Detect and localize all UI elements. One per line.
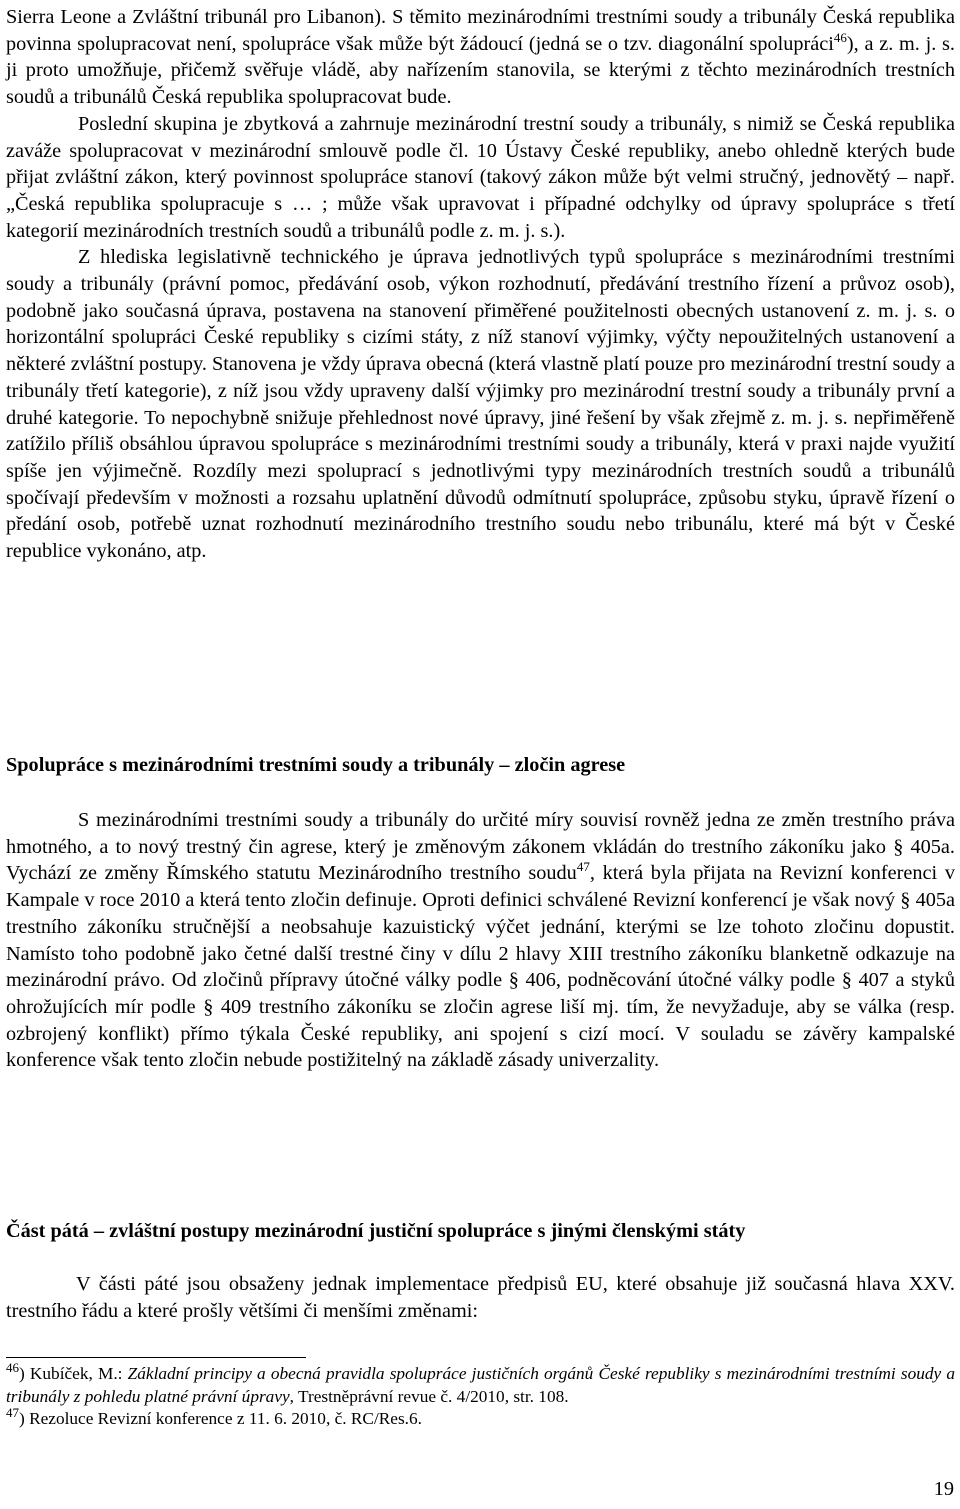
footnote-47-number: 47 (6, 1405, 19, 1421)
footnote-46-author: ) Kubíček, M.: (19, 1364, 128, 1383)
paragraph-1-text-a: Sierra Leone a Zvláštní tribunál pro Libanon). S těmito mezinárodními trestními soudy a tribunály Česká republika povinna spolupracovat není, spolupráce však může být žádoucí (jedná se o tzv. diagonální spolupráci (6, 6, 955, 55)
paragraph-1-text-b: ), a z. m. j. s. ji proto umožňuje, přičemž svěřuje vládě, aby nařízením stanovila, se kterými z těchto mezinárodních trestních soudů a tribunálů Česká republika spolupracovat bude. (6, 32, 955, 109)
paragraph-aggression-text-b: , která byla přijata na Revizní konferenci v Kampale v roce 2010 a která tento zločin definuje. Oproti definici schválené Revizní konferencí je však nový § 405a trestního zákoníku stručnější a neobsahuje kazuistický výčet jednání, kterými se lze tohoto zločinu dopustit. Namísto toho podobně jako četné další trestné činy v dílu 2 hlavy XIII trestního zákoníku blanketně odkazuje na mezinárodní právo. Od zločinů přípravy útočné války podle § 406, podněcování útočné války podle § 407 a styků ohrožujících mír podle § 409 trestního zákoníku se zločin agrese liší mj. tím, že nevyžaduje, aby se válka (resp. ozbrojený konflikt) přímo týkala České republiky, ani spojení s cizí mocí. V souladu se závěry kampalské konference však tento zločin nebude postižitelný na základě zásady univerzality. (6, 862, 955, 1072)
footnote-47-text: ) Rezoluce Revizní konference z 11. 6. 2010, č. RC/Res.6. (19, 1409, 422, 1428)
page-number: 19 (933, 1478, 954, 1500)
body-text-top (6, 4, 955, 565)
paragraph-2: Poslední skupina je zbytková a zahrnuje mezinárodní trestní soudy a tribunály, s nimiž se Česká republika zaváže spolupracovat v mezinárodní smlouvě podle čl. 10 Ústavy České republiky, anebo ohledně kterých bude přijat zvláštní zákon, který povinnost spolupráce stanoví (takový zákon může být velmi stručný, jednovětý – např. „Česká republika spolupracuje s … ; může však upravovat i případné odchylky od úpravy spolupráce s třetí kategorií mezinárodních trestních soudů a tribunálů podle z. m. j. s.). (6, 112, 955, 242)
footnotes (6, 1360, 955, 1431)
paragraph-1 (6, 4, 955, 111)
footnote-46-number: 46 (6, 1360, 19, 1376)
body-text-part5 (6, 1271, 955, 1324)
footnote-46-source: , Trestněprávní revue č. 4/2010, str. 108. (289, 1386, 569, 1406)
paragraph-aggression-text-a: S mezinárodními trestními soudy a tribunály do určité míry souvisí rovněž jedna ze změn trestního práva hmotného, a to nový trestný čin agrese, který je změnovým zákonem vkládán do trestního zákoníku jako § 405a. Vychází ze změny Římského statutu Mezinárodního trestního soudu (6, 809, 955, 885)
footnote-ref-46[interactable]: 46 (833, 29, 847, 45)
section-heading-aggression: Spolupráce s mezinárodními trestními soudy a tribunály – zločin agrese (6, 754, 626, 776)
body-text-aggression (6, 807, 955, 1074)
paragraph-part5: V části páté jsou obsaženy jednak implementace předpisů EU, které obsahuje již současná hlava XXV. trestního řádu a které prošly většími či menšími změnami: (6, 1273, 955, 1322)
paragraph-aggression (6, 807, 955, 1074)
section-heading-part5: Část pátá – zvláštní postupy mezinárodní justiční spolupráce s jinými členskými státy (6, 1220, 746, 1242)
paragraph-3: Z hlediska legislativně technického je úprava jednotlivých typů spolupráce s mezinárodními trestními soudy a tribunály (právní pomoc, předávání osob, výkon rozhodnutí, předávání trestního řízení a průvoz osob), podobně jako současná úprava, postavena na stanovení přiměřené použitelnosti obecných ustanovení z. m. j. s. o horizontální spolupráci České republiky s cizími státy, z níž stanoví výjimky, výčty nepoužitelných ustanovení a některé zvláštní postupy. Stanovena je vždy úprava obecná (která vlastně platí pouze pro mezinárodní trestní soudy a tribunály třetí kategorie), z níž jsou vždy upraveny další výjimky pro mezinárodní trestní soudy a tribunály první a druhé kategorie. To nepochybně snižuje přehlednost nové úpravy, jiné řešení by však zřejmě z. m. j. s. nepřiměřeně zatížilo příliš obsáhlou úpravou spolupráce s mezinárodními trestními soudy a tribunály, která v praxi najde využití spíše jen výjimečně. Rozdíly mezi spoluprací s jednotlivými typy mezinárodních trestních soudů a tribunálů spočívají především v možnosti a rozsahu uplatnění důvodů odmítnutí spolupráce, způsobu styku, úpravě řízení o předání osob, potřebě uznat rozhodnutí mezinárodního trestního soudu nebo tribunálu, které má být v České republice vykonáno, atp. (6, 246, 955, 563)
footnote-46-title: Základní principy a obecná pravidla spolupráce justičních orgánů České republiky s mezinárodními trestními soudy a tribunály z pohledu platné právní úpravy (6, 1364, 955, 1406)
footnote-separator (6, 1357, 306, 1358)
footnote-46 (6, 1360, 955, 1408)
footnote-47 (6, 1405, 955, 1431)
footnote-ref-47[interactable]: 47 (576, 859, 590, 875)
